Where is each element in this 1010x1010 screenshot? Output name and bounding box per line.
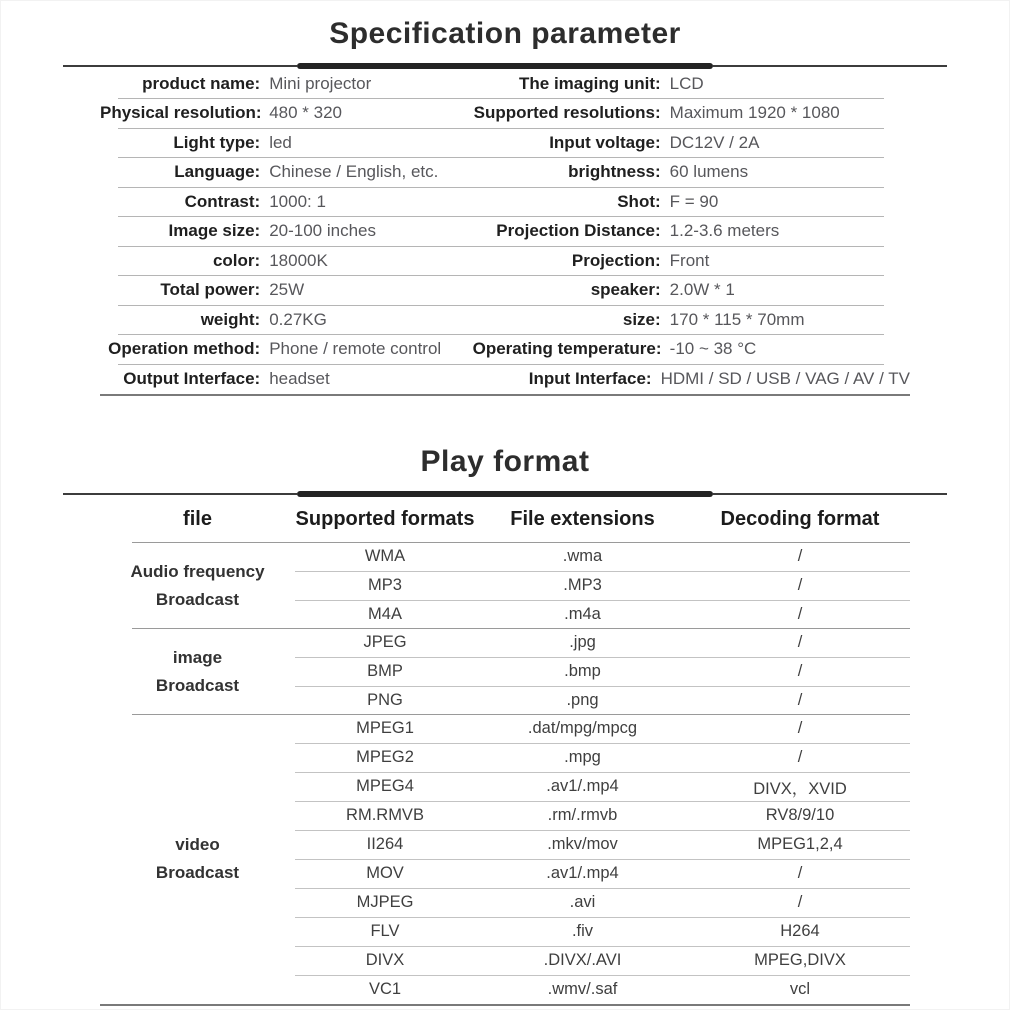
file-extension-cell: .av1/.mp4 <box>546 777 619 795</box>
spec-cell <box>100 74 473 94</box>
spec-row <box>100 69 910 99</box>
spec-value: Maximum 1920 * 1080 <box>669 103 840 123</box>
format-name-cell: MOV <box>366 864 404 882</box>
spec-value: 60 lumens <box>669 162 749 182</box>
file-extension-cell: .avi <box>569 893 596 911</box>
column-header-decoding-format: Decoding format <box>720 508 880 530</box>
spec-label: Operating temperature: <box>472 339 662 359</box>
spec-cell <box>100 310 473 330</box>
format-name-cell: MPEG1 <box>356 719 414 737</box>
format-group-video <box>100 715 910 1004</box>
file-extension-cell: .png <box>566 691 599 709</box>
format-row <box>295 889 910 918</box>
decoding-format-cell: / <box>797 633 803 651</box>
format-name-cell: JPEG <box>363 633 407 651</box>
spec-cell <box>473 310 910 330</box>
file-extension-cell: .wma <box>562 547 603 565</box>
spec-label: speaker: <box>590 280 661 300</box>
play-table-header <box>100 497 910 543</box>
spec-row <box>100 276 910 306</box>
file-extension-cell: .bmp <box>564 662 601 680</box>
format-name-cell: PNG <box>367 691 403 709</box>
format-row <box>295 976 910 1004</box>
format-row <box>295 831 910 860</box>
spec-cell <box>100 339 473 359</box>
spec-cell <box>100 192 473 212</box>
spec-cell <box>473 192 910 212</box>
spec-row <box>100 305 910 335</box>
spec-label: color: <box>212 250 261 270</box>
play-section-title: Play format <box>420 444 590 478</box>
file-group-label: Audio frequency Broadcast <box>130 561 265 609</box>
format-name-cell: II264 <box>366 835 404 853</box>
divider-line-right <box>713 493 947 495</box>
format-row <box>295 802 910 831</box>
spec-row <box>100 158 910 188</box>
file-extension-cell: .fiv <box>571 922 594 940</box>
file-extension-cell: .rm/.rmvb <box>547 806 618 824</box>
spec-cell <box>473 251 910 271</box>
spec-cell <box>473 74 910 94</box>
divider-line-left <box>63 65 297 67</box>
spec-value: 18000K <box>269 250 328 270</box>
format-group-audio <box>100 543 910 629</box>
spec-value: headset <box>269 368 330 388</box>
decoding-format-cell: DIVX，XVID <box>753 779 847 798</box>
format-row <box>295 918 910 947</box>
spec-value: 1000: 1 <box>269 191 326 211</box>
format-row <box>295 715 910 744</box>
spec-label: The imaging unit: <box>519 73 661 93</box>
column-header-file: file <box>183 508 212 530</box>
format-row <box>295 947 910 976</box>
file-extension-cell: .wmv/.saf <box>547 980 618 998</box>
spec-cell <box>473 339 910 359</box>
spec-table <box>100 69 910 396</box>
format-row <box>295 658 910 687</box>
decoding-format-cell: / <box>797 864 803 882</box>
spec-cell <box>100 251 473 271</box>
file-extension-cell: .mkv/mov <box>547 835 618 853</box>
decoding-format-cell: / <box>797 748 803 766</box>
decoding-format-cell: / <box>797 662 803 680</box>
format-name-cell: DIVX <box>365 951 405 969</box>
file-extension-cell: .MP3 <box>563 576 602 594</box>
spec-label: Language: <box>174 162 261 182</box>
decoding-format-cell: / <box>797 605 803 623</box>
spec-value: 0.27KG <box>269 309 327 329</box>
format-name-cell: WMA <box>364 547 406 565</box>
spec-cell <box>100 369 473 389</box>
file-extension-cell: .jpg <box>569 633 596 651</box>
spec-value: Chinese / English, etc. <box>269 162 439 182</box>
spec-value: 25W <box>269 280 305 300</box>
spec-value: Mini projector <box>269 73 372 93</box>
column-header-file-extensions: File extensions <box>510 508 655 530</box>
spec-value: LCD <box>669 73 704 93</box>
spec-cell <box>100 221 473 241</box>
spec-row <box>100 128 910 158</box>
spec-cell <box>473 103 910 123</box>
spec-label: size: <box>622 309 661 329</box>
spec-value: DC12V / 2A <box>669 132 760 152</box>
divider-line-right <box>713 65 947 67</box>
spec-label: Input voltage: <box>549 132 661 152</box>
spec-value: 170 * 115 * 70mm <box>669 309 805 329</box>
spec-cell <box>100 133 473 153</box>
spec-label: Input Interface: <box>528 368 652 388</box>
spec-label: Contrast: <box>184 191 261 211</box>
file-extension-cell: .av1/.mp4 <box>546 864 619 882</box>
file-extension-cell: .DIVX/.AVI <box>543 951 622 969</box>
spec-cell <box>100 162 473 182</box>
format-row <box>295 744 910 773</box>
format-name-cell: BMP <box>367 662 403 680</box>
decoding-format-cell: vcl <box>789 980 811 998</box>
spec-row <box>100 187 910 217</box>
file-group-label: image Broadcast <box>155 647 240 695</box>
format-row <box>295 572 910 601</box>
format-group-image <box>100 629 910 715</box>
decoding-format-cell: / <box>797 691 803 709</box>
format-name-cell: MJPEG <box>356 893 414 911</box>
spec-label: brightness: <box>568 162 661 182</box>
format-name-cell: MPEG2 <box>356 748 414 766</box>
spec-row <box>100 217 910 247</box>
spec-label: Projection: <box>571 250 661 270</box>
format-row <box>295 629 910 658</box>
spec-cell <box>473 369 910 389</box>
spec-value: Phone / remote control <box>269 339 442 359</box>
decoding-format-cell: / <box>797 547 803 565</box>
decoding-format-cell: MPEG1,2,4 <box>757 835 843 853</box>
spec-value: -10 ~ 38 °C <box>669 339 757 359</box>
decoding-format-cell: / <box>797 893 803 911</box>
decoding-format-cell: H264 <box>780 922 820 940</box>
spec-label: Supported resolutions: <box>473 103 661 123</box>
spec-label: Output Interface: <box>123 368 261 388</box>
spec-cell <box>100 280 473 300</box>
spec-row <box>100 99 910 129</box>
page <box>63 0 947 1006</box>
spec-value: Front <box>669 250 710 270</box>
spec-label: Light type: <box>173 132 261 152</box>
format-name-cell: FLV <box>370 922 400 940</box>
play-format-table <box>100 497 910 1006</box>
decoding-format-cell: MPEG,DIVX <box>754 951 846 969</box>
spec-value: 2.0W * 1 <box>669 280 735 300</box>
format-name-cell: VC1 <box>368 980 402 998</box>
spec-label: Image size: <box>168 221 261 241</box>
spec-label: Projection Distance: <box>496 221 661 241</box>
spec-label: Physical resolution: <box>100 103 262 123</box>
format-name-cell: MP3 <box>368 576 402 594</box>
spec-value: 1.2-3.6 meters <box>669 221 780 241</box>
spec-value: 20-100 inches <box>269 221 377 241</box>
format-row <box>295 543 910 572</box>
file-extension-cell: .dat/mpg/mpcg <box>527 719 638 737</box>
spec-row <box>100 246 910 276</box>
spec-cell <box>473 221 910 241</box>
spec-value: HDMI / SD / USB / VAG / AV / TV <box>660 368 910 388</box>
spec-cell <box>473 162 910 182</box>
file-extension-cell: .mpg <box>564 748 601 766</box>
file-extension-cell: .m4a <box>564 605 601 623</box>
format-row <box>295 601 910 629</box>
spec-label: product name: <box>142 73 261 93</box>
spec-label: Operation method: <box>108 339 261 359</box>
divider-line-left <box>63 493 297 495</box>
spec-section-title: Specification parameter <box>329 17 681 50</box>
decoding-format-cell: / <box>797 719 803 737</box>
spec-value: F = 90 <box>669 191 719 211</box>
spec-label: weight: <box>200 309 261 329</box>
decoding-format-cell: RV8/9/10 <box>765 806 835 824</box>
format-row <box>295 860 910 889</box>
spec-value: led <box>269 132 292 152</box>
file-group-label: video Broadcast <box>155 835 240 882</box>
format-name-cell: RM.RMVB <box>346 806 424 824</box>
format-name-cell: MPEG4 <box>356 777 414 795</box>
spec-cell <box>473 280 910 300</box>
spec-row <box>100 335 910 365</box>
column-header-supported-formats: Supported formats <box>295 508 475 530</box>
spec-cell <box>100 103 473 123</box>
spec-value: 480 * 320 <box>269 103 342 123</box>
decoding-format-cell: / <box>797 576 803 594</box>
spec-label: Shot: <box>617 191 661 211</box>
spec-row <box>100 364 910 394</box>
format-name-cell: M4A <box>368 605 402 623</box>
spec-label: Total power: <box>160 280 261 300</box>
format-row <box>295 687 910 715</box>
spec-cell <box>473 133 910 153</box>
format-row <box>295 773 910 802</box>
